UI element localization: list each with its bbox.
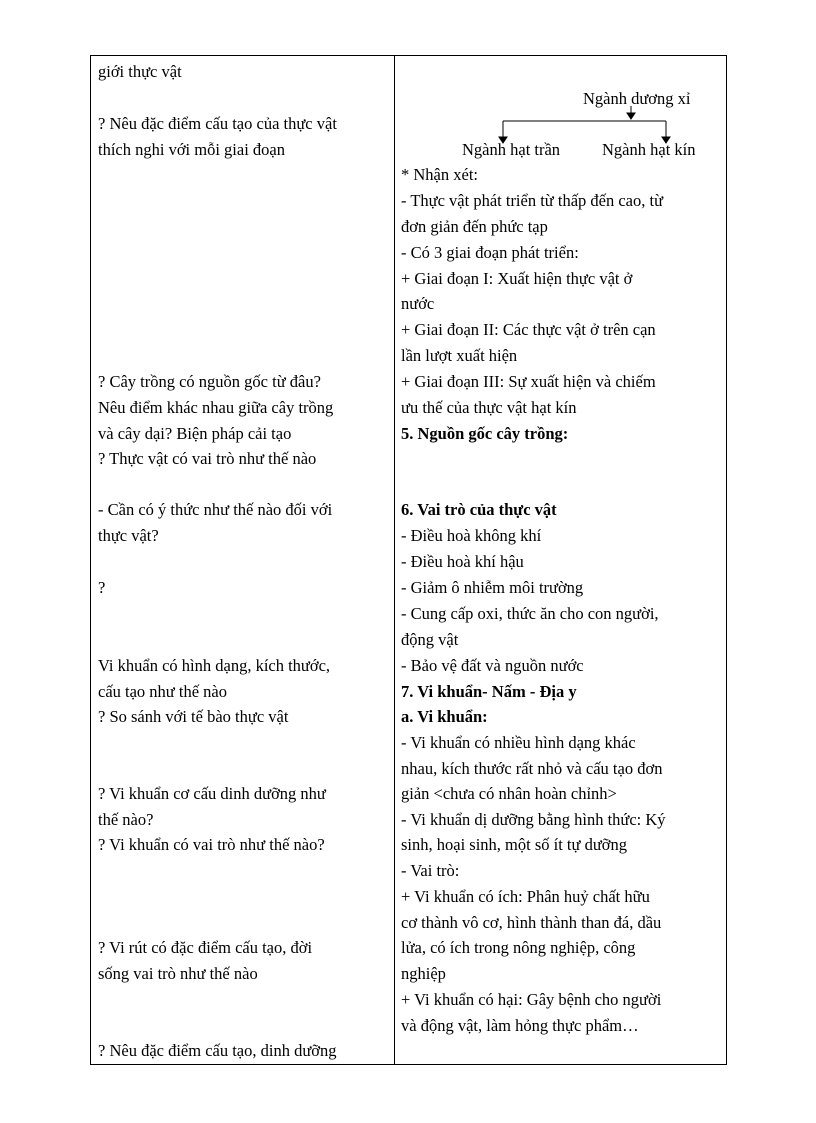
column-divider	[394, 56, 395, 1064]
left-line: giới thực vật	[98, 62, 182, 81]
right-line: - Điều hoà không khí	[401, 526, 542, 545]
right-line: + Giai đoạn I: Xuất hiện thực vật ở	[401, 269, 633, 288]
left-line: ? Vi khuẩn có vai trò như thế nào?	[98, 835, 325, 854]
diagram-arrows	[499, 106, 670, 143]
right-line: + Giai đoạn III: Sự xuất hiện và chiếm	[401, 372, 656, 391]
left-line: ? Vi rút có đặc điểm cấu tạo, đời	[98, 938, 313, 957]
right-line: - Vai trò:	[401, 861, 460, 880]
right-line: + Vi khuẩn có hại: Gây bệnh cho người	[401, 990, 662, 1009]
right-line: - Giảm ô nhiễm môi trường	[401, 578, 584, 597]
right-line: - Vi khuẩn có nhiều hình dạng khác	[401, 733, 636, 752]
left-line: ? So sánh với tế bào thực vật	[98, 707, 289, 726]
right-line: + Vi khuẩn có ích: Phân huỷ chất hữu	[401, 887, 650, 906]
right-line: - Bảo vệ đất và nguồn nước	[401, 656, 584, 675]
diagram-right-label: Ngành hạt kín	[602, 140, 696, 159]
arrow-head	[627, 113, 635, 119]
right-line: sinh, hoại sinh, một số ít tự dưỡng	[401, 835, 627, 854]
left-line: ? Cây trồng có nguồn gốc từ đâu?	[98, 372, 321, 391]
section-heading: 7. Vi khuẩn- Nấm - Địa y	[401, 682, 577, 701]
left-line: thực vật?	[98, 526, 159, 545]
left-line: cấu tạo như thế nào	[98, 682, 227, 701]
left-line: thích nghi với mỗi giai đoạn	[98, 140, 285, 159]
right-line: - Có 3 giai đoạn phát triển:	[401, 243, 579, 262]
right-line: giản <chưa có nhân hoàn chỉnh>	[401, 784, 617, 803]
section-heading: 5. Nguồn gốc cây trồng:	[401, 424, 569, 443]
right-line: - Vi khuẩn dị dưỡng bằng hình thức: Ký	[401, 810, 666, 829]
subsection-heading: a. Vi khuẩn:	[401, 707, 488, 726]
right-line: - Cung cấp oxi, thức ăn cho con người,	[401, 604, 659, 623]
right-line: nước	[401, 294, 435, 313]
right-line: - Thực vật phát triển từ thấp đến cao, từ	[401, 191, 664, 210]
content-table	[90, 55, 727, 1065]
right-line: và động vật, làm hỏng thực phẩm…	[401, 1016, 639, 1035]
right-line: cơ thành vô cơ, hình thành than đá, dầu	[401, 913, 662, 932]
left-line: Nêu điểm khác nhau giữa cây trồng	[98, 398, 334, 417]
left-line: thế nào?	[98, 810, 154, 829]
left-line: ? Nêu đặc điểm cấu tạo của thực vật	[98, 114, 337, 133]
right-line: ưu thế của thực vật hạt kín	[401, 398, 577, 417]
section-heading: 6. Vai trò của thực vật	[401, 500, 557, 519]
right-line: - Điều hoà khí hậu	[401, 552, 524, 571]
left-line: và cây dại? Biện pháp cải tạo	[98, 424, 292, 443]
right-line: động vật	[401, 630, 459, 649]
right-line: đơn giản đến phức tạp	[401, 217, 548, 236]
left-line: sống vai trò như thế nào	[98, 964, 258, 983]
right-line: lần lượt xuất hiện	[401, 346, 518, 365]
right-line: nghiệp	[401, 964, 446, 983]
left-line: ? Nêu đặc điểm cấu tạo, dinh dưỡng	[98, 1041, 337, 1060]
right-line: * Nhận xét:	[401, 165, 478, 184]
right-line: nhau, kích thước rất nhỏ và cấu tạo đơn	[401, 759, 663, 778]
diagram-left-label: Ngành hạt trần	[462, 140, 561, 159]
diagram-top-label: Ngành dương xỉ	[583, 89, 691, 108]
left-line: Vi khuẩn có hình dạng, kích thước,	[98, 656, 331, 675]
left-line: - Cần có ý thức như thế nào đối với	[98, 500, 333, 519]
left-line: ? Vi khuẩn cơ cấu dinh dưỡng như	[98, 784, 326, 803]
right-line: + Giai đoạn II: Các thực vật ở trên cạn	[401, 320, 656, 339]
left-line: ?	[98, 578, 106, 597]
left-line: ? Thực vật có vai trò như thế nào	[98, 449, 317, 468]
right-line: lửa, có ích trong nông nghiệp, công	[401, 938, 636, 957]
